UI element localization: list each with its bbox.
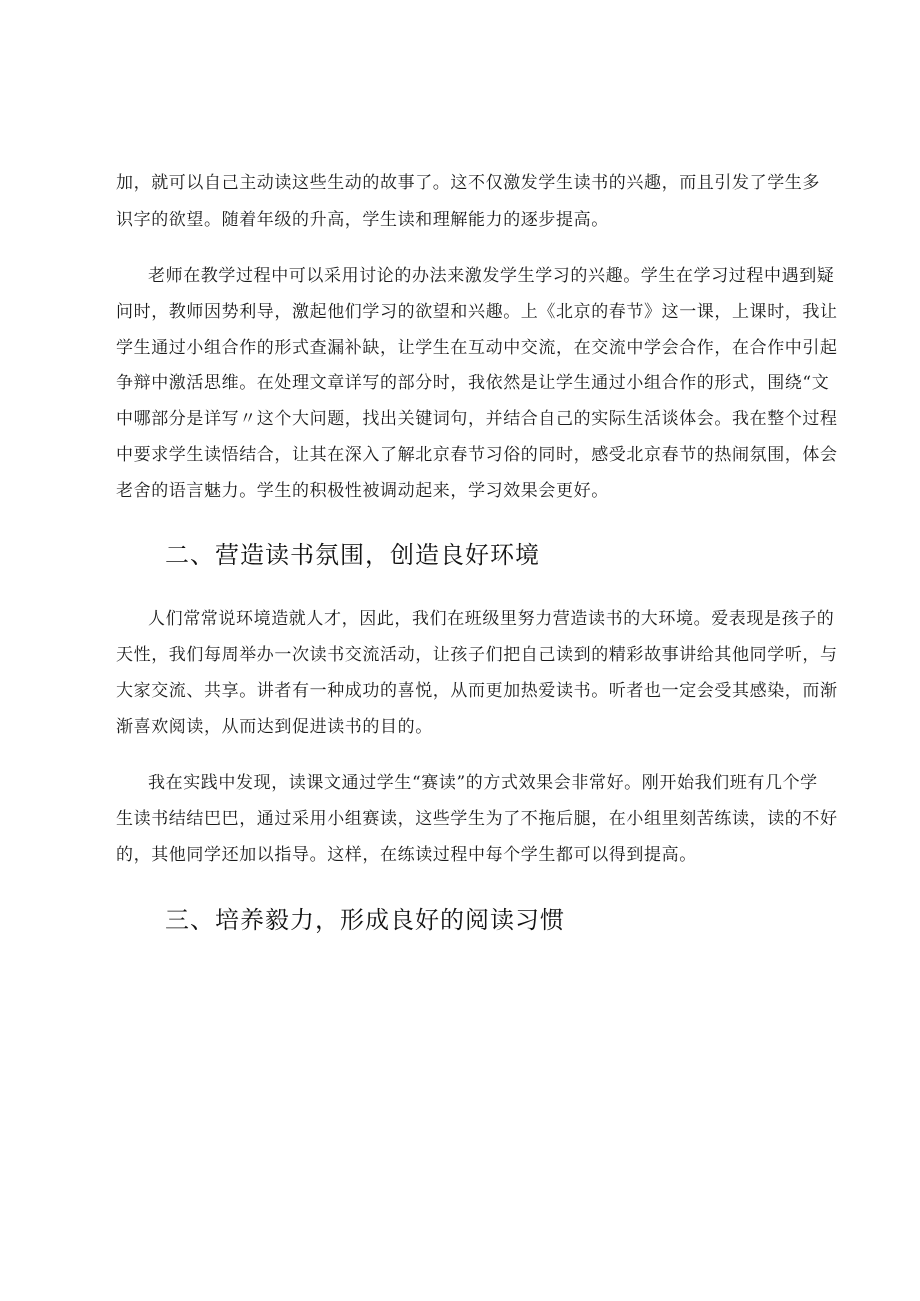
section-heading-2: 二、营造读书氛围，创造良好环境 [165,541,540,569]
paragraph-2-line-3: 学生通过小组合作的形式查漏补缺，让学生在互动中交流，在交流中学会合作，在合作中引起 [116,338,838,358]
paragraph-4-line-1: 我在实践中发现，读课文通过学生“赛读”的方式效果会非常好。刚开始我们班有几个学 [148,773,818,793]
paragraph-3-line-3: 大家交流、共享。讲者有一种成功的喜悦，从而更加热爱读书。听者也一定会受其感染，而渐 [116,681,838,701]
paragraph-4-line-3: 的，其他同学还加以指导。这样，在练读过程中每个学生都可以得到提高。 [116,845,697,865]
paragraph-2-line-5: 中哪部分是详写〃这个大问题，找出关键词句，并结合自己的实际生活谈体会。我在整个过程 [116,409,838,429]
paragraph-1-line-1: 加，就可以自己主动读这些生动的故事了。这不仅激发学生读书的兴趣，而且引发了学生多 [116,173,820,193]
paragraph-2-line-6: 中要求学生读悟结合，让其在深入了解北京春节习俗的同时，感受北京春节的热闹氛围，体会 [116,445,838,465]
paragraph-2-line-4: 争辩中激活思维。在处理文章详写的部分时，我依然是让学生通过小组合作的形式，围绕“文 [116,373,830,393]
paragraph-2-line-2: 问时，教师因势利导，激起他们学习的欲望和兴趣。上《北京的春节》这一课，上课时，我让 [116,302,838,322]
paragraph-4-line-2: 生读书结结巴巴，通过采用小组赛读，这些学生为了不拖后腿，在小组里刻苦练读，读的不好 [116,809,838,829]
paragraph-1-line-2: 识字的欲望。随着年级的升高，学生读和理解能力的逐步提高。 [116,210,609,230]
paragraph-3-line-1: 人们常常说环境造就人才，因此，我们在班级里努力营造读书的大环境。爱表现是孩子的 [148,609,835,629]
paragraph-2-line-7: 老舍的语言魅力。学生的积极性被调动起来，学习效果会更好。 [116,481,609,501]
section-heading-3: 三、培养毅力，形成良好的阅读习惯 [165,906,565,934]
paragraph-3-line-4: 渐喜欢阅读，从而达到促进读书的目的。 [116,717,433,737]
paragraph-3-line-2: 天性，我们每周举办一次读书交流活动，让孩子们把自己读到的精彩故事讲给其他同学听，与 [116,645,838,665]
paragraph-2-line-1: 老师在教学过程中可以采用讨论的办法来激发学生学习的兴趣。学生在学习过程中遇到疑 [148,266,835,286]
